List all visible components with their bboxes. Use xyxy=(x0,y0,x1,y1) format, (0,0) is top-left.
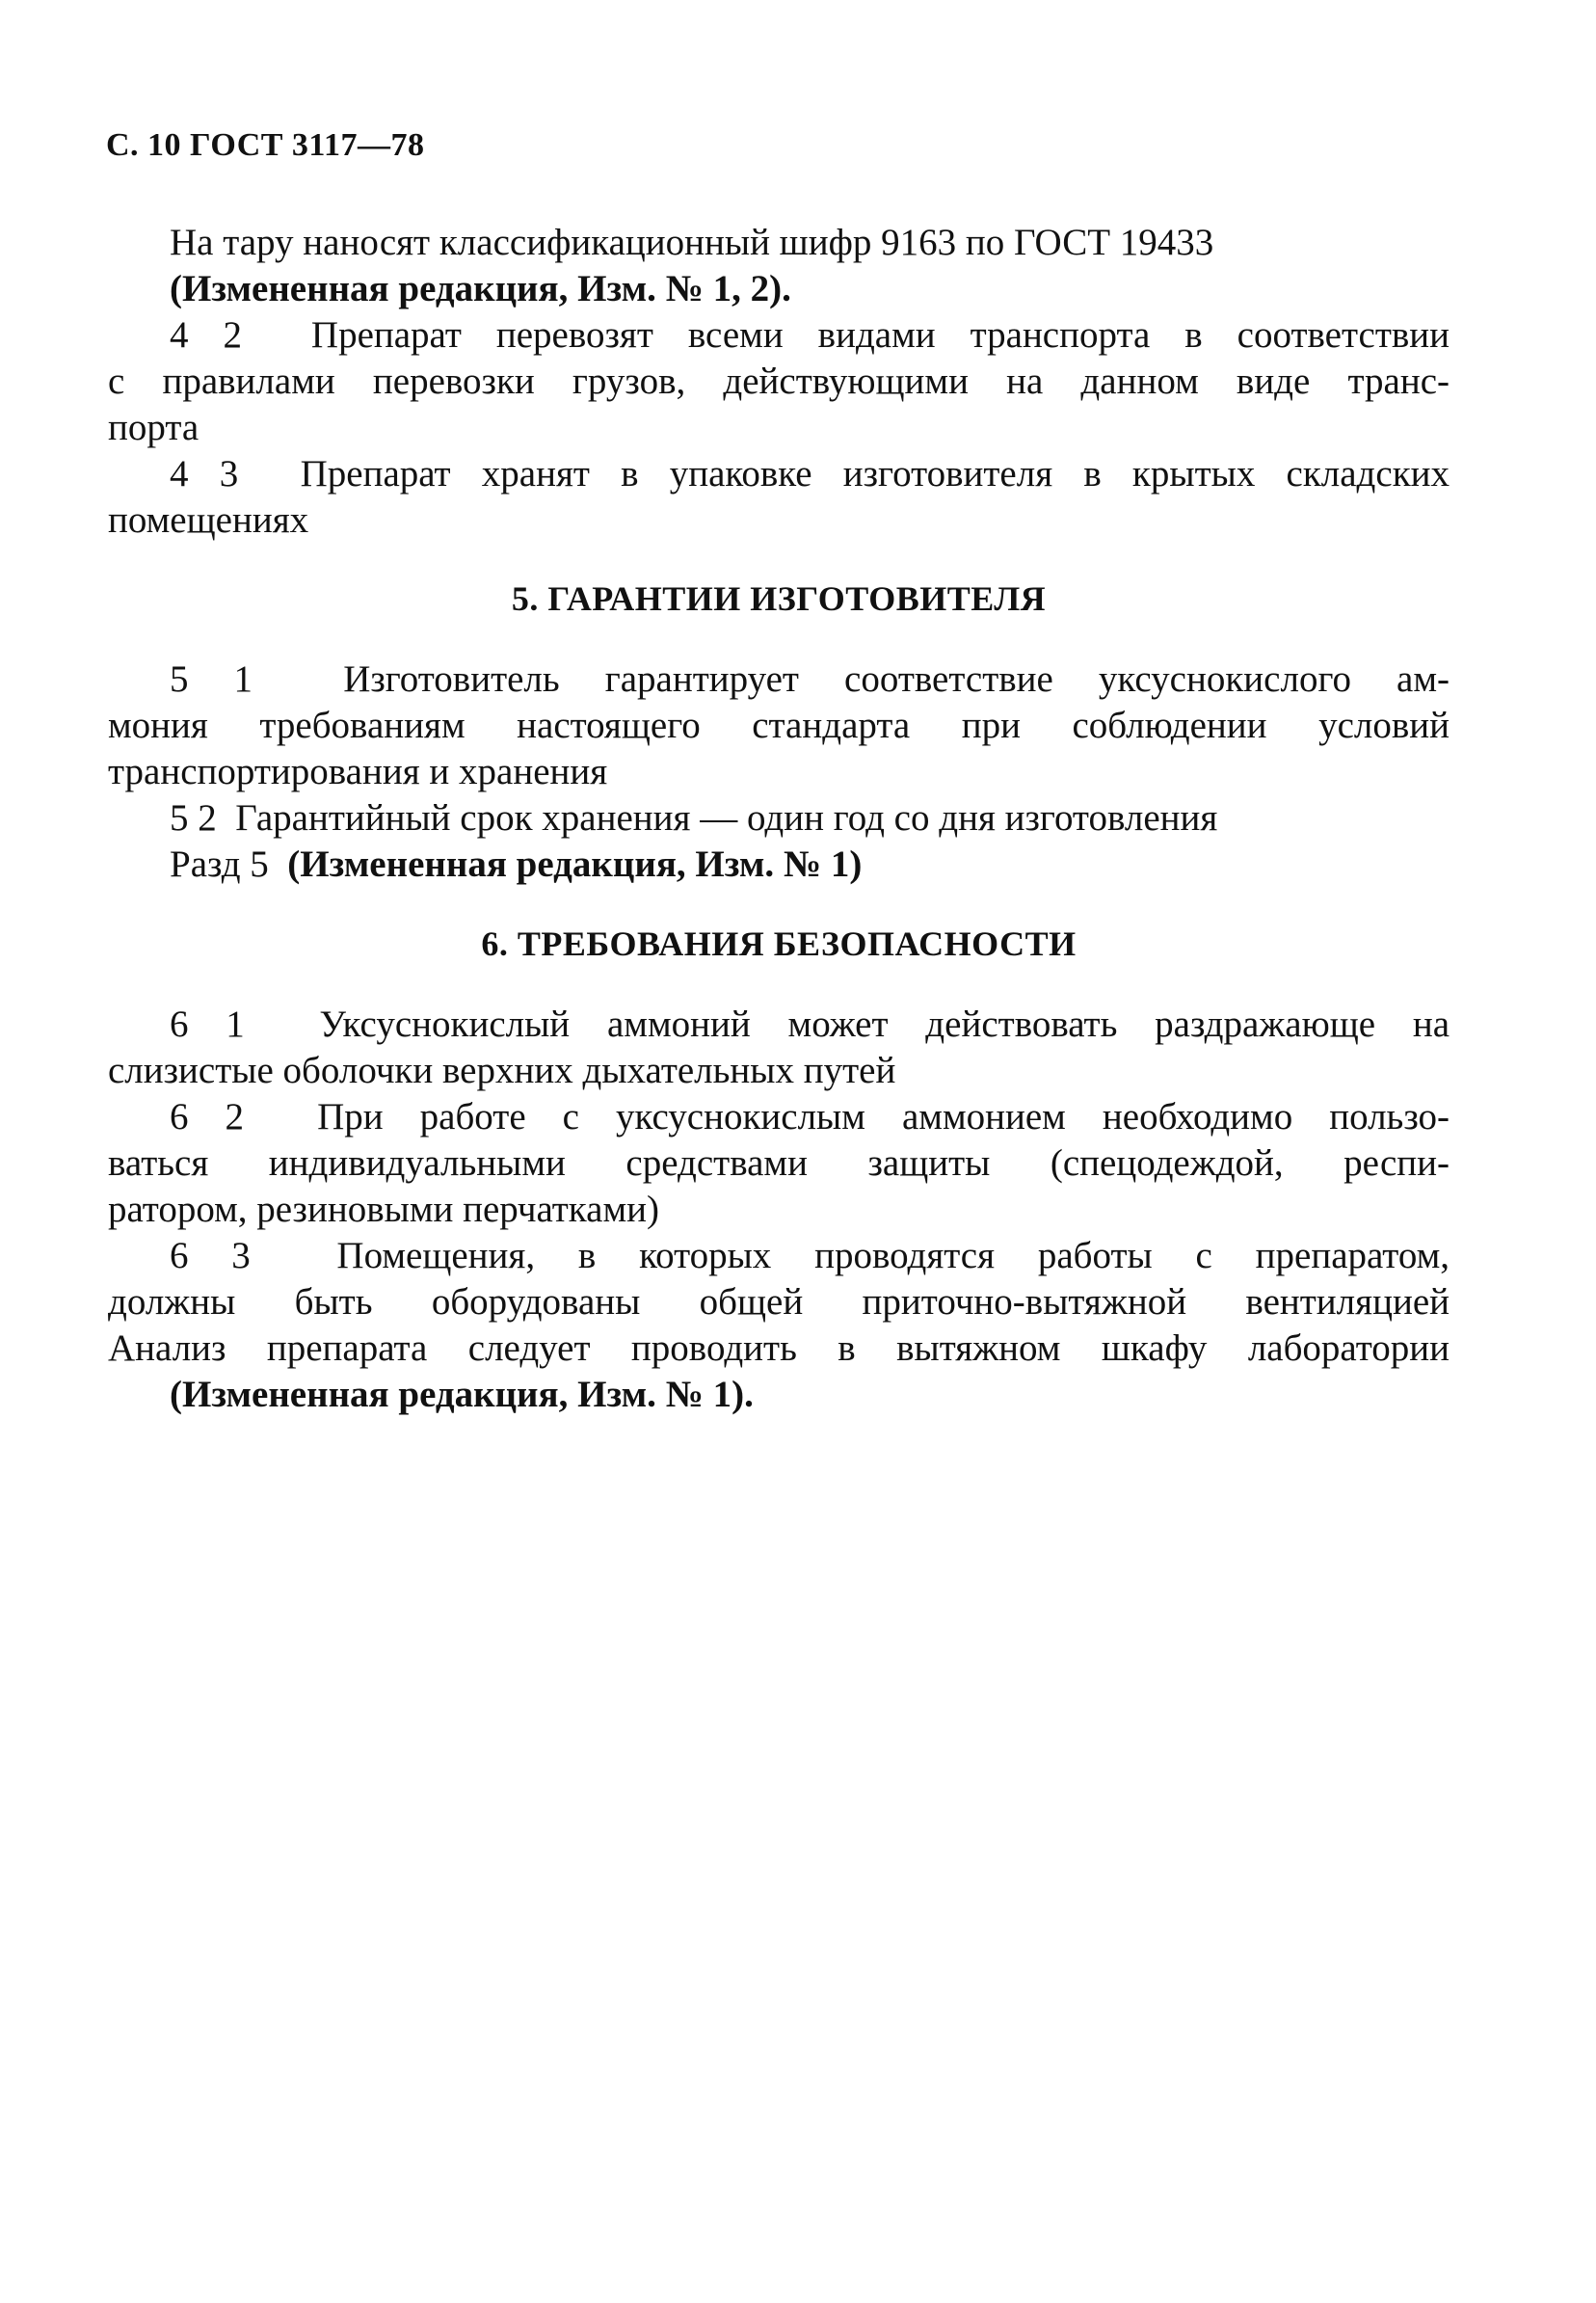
clause-4-2-line-2: с правилами перевозки грузов, действующими на данном виде транс- xyxy=(108,361,1450,402)
clause-text: Уксуснокислый аммоний может действовать раздражающе на xyxy=(319,1004,1450,1045)
document-body xyxy=(108,220,1450,1418)
clause-4-3-line-2: помещениях xyxy=(108,499,309,541)
section-ref: Разд 5 xyxy=(170,844,269,885)
clause-4-2-line-3: порта xyxy=(108,407,200,448)
section-5-title: 5. ГАРАНТИИ ИЗГОТОВИТЕЛЯ xyxy=(511,579,1047,618)
clause-number: 4 2 xyxy=(170,314,242,356)
clause-4-2 xyxy=(108,312,1450,451)
section-4-tail xyxy=(108,220,1450,544)
edit-note: (Измененная редакция, Изм. № 1) xyxy=(287,844,863,885)
clause-6-3-line-1 xyxy=(108,1233,1450,1279)
clause-text: Препарат хранят в упаковке изготовителя в крытых складских xyxy=(300,453,1450,495)
clause-5-1-line-1 xyxy=(108,656,1450,703)
clause-6-1 xyxy=(108,1002,1450,1094)
clause-5-1-line-2: мония требованиям настоящего стандарта при соблюдении условий xyxy=(108,705,1450,746)
clause-text: Гарантийный срок хранения — один год со дня изготовления xyxy=(235,797,1218,839)
clause-6-2-line-2: ваться индивидуальными средствами защиты (спецодеждой, респи- xyxy=(108,1142,1450,1184)
clause-6-3-edit-note: (Измененная редакция, Изм. № 1). xyxy=(170,1374,754,1415)
clause-4-2-line-1 xyxy=(108,312,1450,359)
clause-number: 6 2 xyxy=(170,1096,245,1138)
clause-number: 5 2 xyxy=(170,797,217,839)
tara-marking-text: На тару наносят классификационный шифр 9163 по ГОСТ 19433 xyxy=(170,222,1214,263)
clause-5-2 xyxy=(108,795,1450,842)
clause-6-3-line-3: Анализ препарата следует проводить в вытяжном шкафу лаборатории xyxy=(108,1327,1450,1369)
page-header: С. 10 ГОСТ 3117—78 xyxy=(106,127,425,163)
clause-6-3 xyxy=(108,1233,1450,1418)
tara-edit-note: (Измененная редакция, Изм. № 1, 2). xyxy=(170,268,791,309)
clause-text: Изготовитель гарантирует соответствие уксуснокислого ам- xyxy=(343,658,1450,700)
clause-number: 4 3 xyxy=(170,453,239,495)
clause-5-2-line-1 xyxy=(108,795,1450,842)
clause-number: 5 1 xyxy=(170,658,253,700)
clause-5-1-line-3: транспортирования и хранения xyxy=(108,751,608,792)
clause-6-1-line-2: слизистые оболочки верхних дыхательных путей xyxy=(108,1050,896,1091)
section-6 xyxy=(108,1002,1450,1418)
clause-number: 6 3 xyxy=(170,1235,251,1276)
clause-text: Помещения, в которых проводятся работы с препаратом, xyxy=(336,1235,1450,1276)
clause-6-2 xyxy=(108,1094,1450,1233)
clause-6-1-line-1 xyxy=(108,1002,1450,1048)
clause-6-2-line-1 xyxy=(108,1094,1450,1140)
section-5 xyxy=(108,656,1450,888)
clause-5-1 xyxy=(108,656,1450,795)
clause-text: При работе с уксуснокислым аммонием необходимо пользо- xyxy=(317,1096,1450,1138)
clause-4-3-line-1 xyxy=(108,451,1450,497)
clause-text: Препарат перевозят всеми видами транспорта в соответствии xyxy=(310,314,1450,356)
clause-4-3 xyxy=(108,451,1450,544)
clause-6-2-line-3: ратором, резиновыми перчатками) xyxy=(108,1189,659,1230)
section-5-edit-note xyxy=(108,842,1450,888)
clause-number: 6 1 xyxy=(170,1004,245,1045)
section-6-title: 6. ТРЕБОВАНИЯ БЕЗОПАСНОСТИ xyxy=(481,924,1077,963)
clause-6-3-line-2: должны быть оборудованы общей приточно-вытяжной вентиляцией xyxy=(108,1281,1450,1323)
